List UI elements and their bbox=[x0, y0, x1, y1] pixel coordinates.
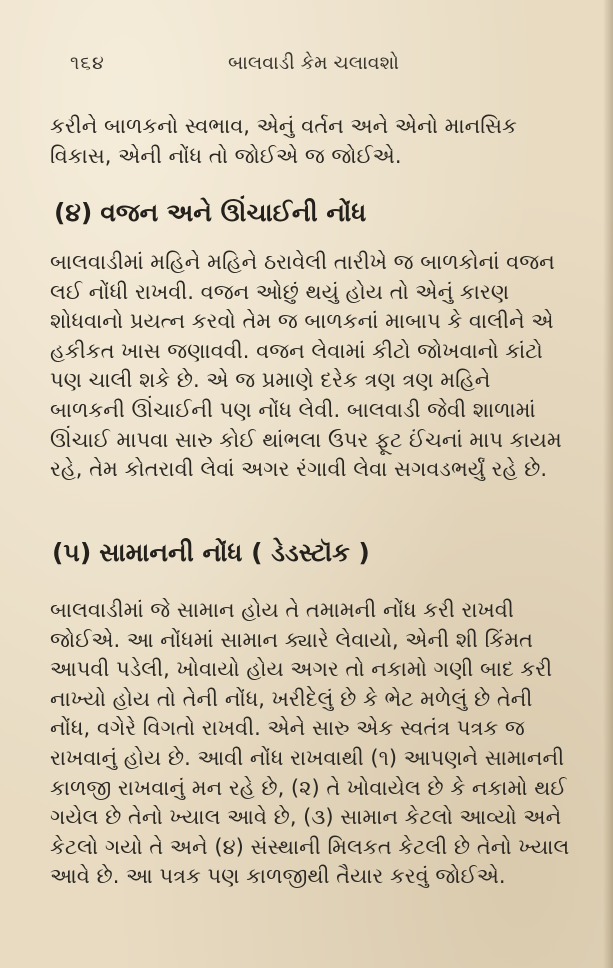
section-heading-weight-height bbox=[54, 198, 366, 228]
page-number: ૧૬૪ bbox=[70, 52, 105, 74]
section-body-inventory: બાલવાડીમાં જે સામાન હોય તે તમામની નોંધ કરી રાખવી જોઈએ. આ નોંધમાં સામાન ક્યારે લેવાયો, એની શી કિંમત આપવી પડેલી, ખોવાયો હોય અગર તો નકામો ગણી બાદ કરી નાખ્યો હોય તો તેની નોંધ, ખરીદેલું છે કે ભેટ મળેલું છે તેની નોંધ, વગેરે વિગતો રાખવી. એને સારુ એક સ્વતંત્ર પત્રક જ રાખવાનું હોય છે. આવી નોંધ રાખવાથી (૧) આપણને સામાનની કાળજી રાખવાનું મન રહે છે, (૨) તે ખોવાયેલ છે કે નકામો થઈ ગયેલ છે તેનો ખ્યાલ આવે છે, (૩) સામાન કેટલો આવ્યો અને કેટલો ગયો તે અને (૪) સંસ્થાની મિલકત કેટલી છે તેનો ખ્યાલ આવે છે. આ પત્રક પણ કાળજીથી તૈયાર કરવું જોઈએ. bbox=[50, 598, 570, 889]
section-body-weight-height: બાલવાડીમાં મહિને મહિને ઠરાવેલી તારીખે જ બાળકોનાં વજન લઈ નોંધી રાખવી. વજન ઓછું થયું હોય તો એનું કારણ શોધવાનો પ્રયત્ન કરવો તેમ જ બાળકનાં માબાપ કે વાલીને એ હકીકત ખાસ જણાવવી. વજન લેવામાં કીટો જોખવાનો કાંટો પણ ચાલી શકે છે. એ જ પ્રમાણે દરેક ત્રણ ત્રણ મહિને બાળકની ઊંચાઈની પણ નોંધ લેવી. બાલવાડી જેવી શાળામાં ઊંચાઈ માપવા સારુ કોઈ થાંભલા ઉપર ફૂટ ઈંચનાં માપ કાયમ રહે, તેમ કોતરાવી લેવાં અગર રંગાવી લેવા સગવડભર્યું રહે છે. bbox=[50, 250, 562, 482]
section-heading-inventory bbox=[52, 538, 370, 568]
page-header bbox=[0, 52, 613, 82]
section-title: સામાનની નોંધ ( ડેડસ્ટૉક ) bbox=[99, 538, 370, 567]
section-title: વજન અને ઊંચાઈની નોંધ bbox=[100, 198, 367, 227]
running-head: બાલવાડી કેમ ચલાવશો bbox=[228, 52, 399, 74]
intro-paragraph: કરીને બાળકનો સ્વભાવ, એનું વર્તન અને એનો માનસિક વિકાસ, એની નોંધ તો જોઈએ જ જોઈએ. bbox=[50, 114, 517, 168]
section-number: (૫) bbox=[52, 538, 92, 567]
page-edge-shadow bbox=[603, 0, 613, 968]
section-number: (૪) bbox=[54, 198, 93, 227]
